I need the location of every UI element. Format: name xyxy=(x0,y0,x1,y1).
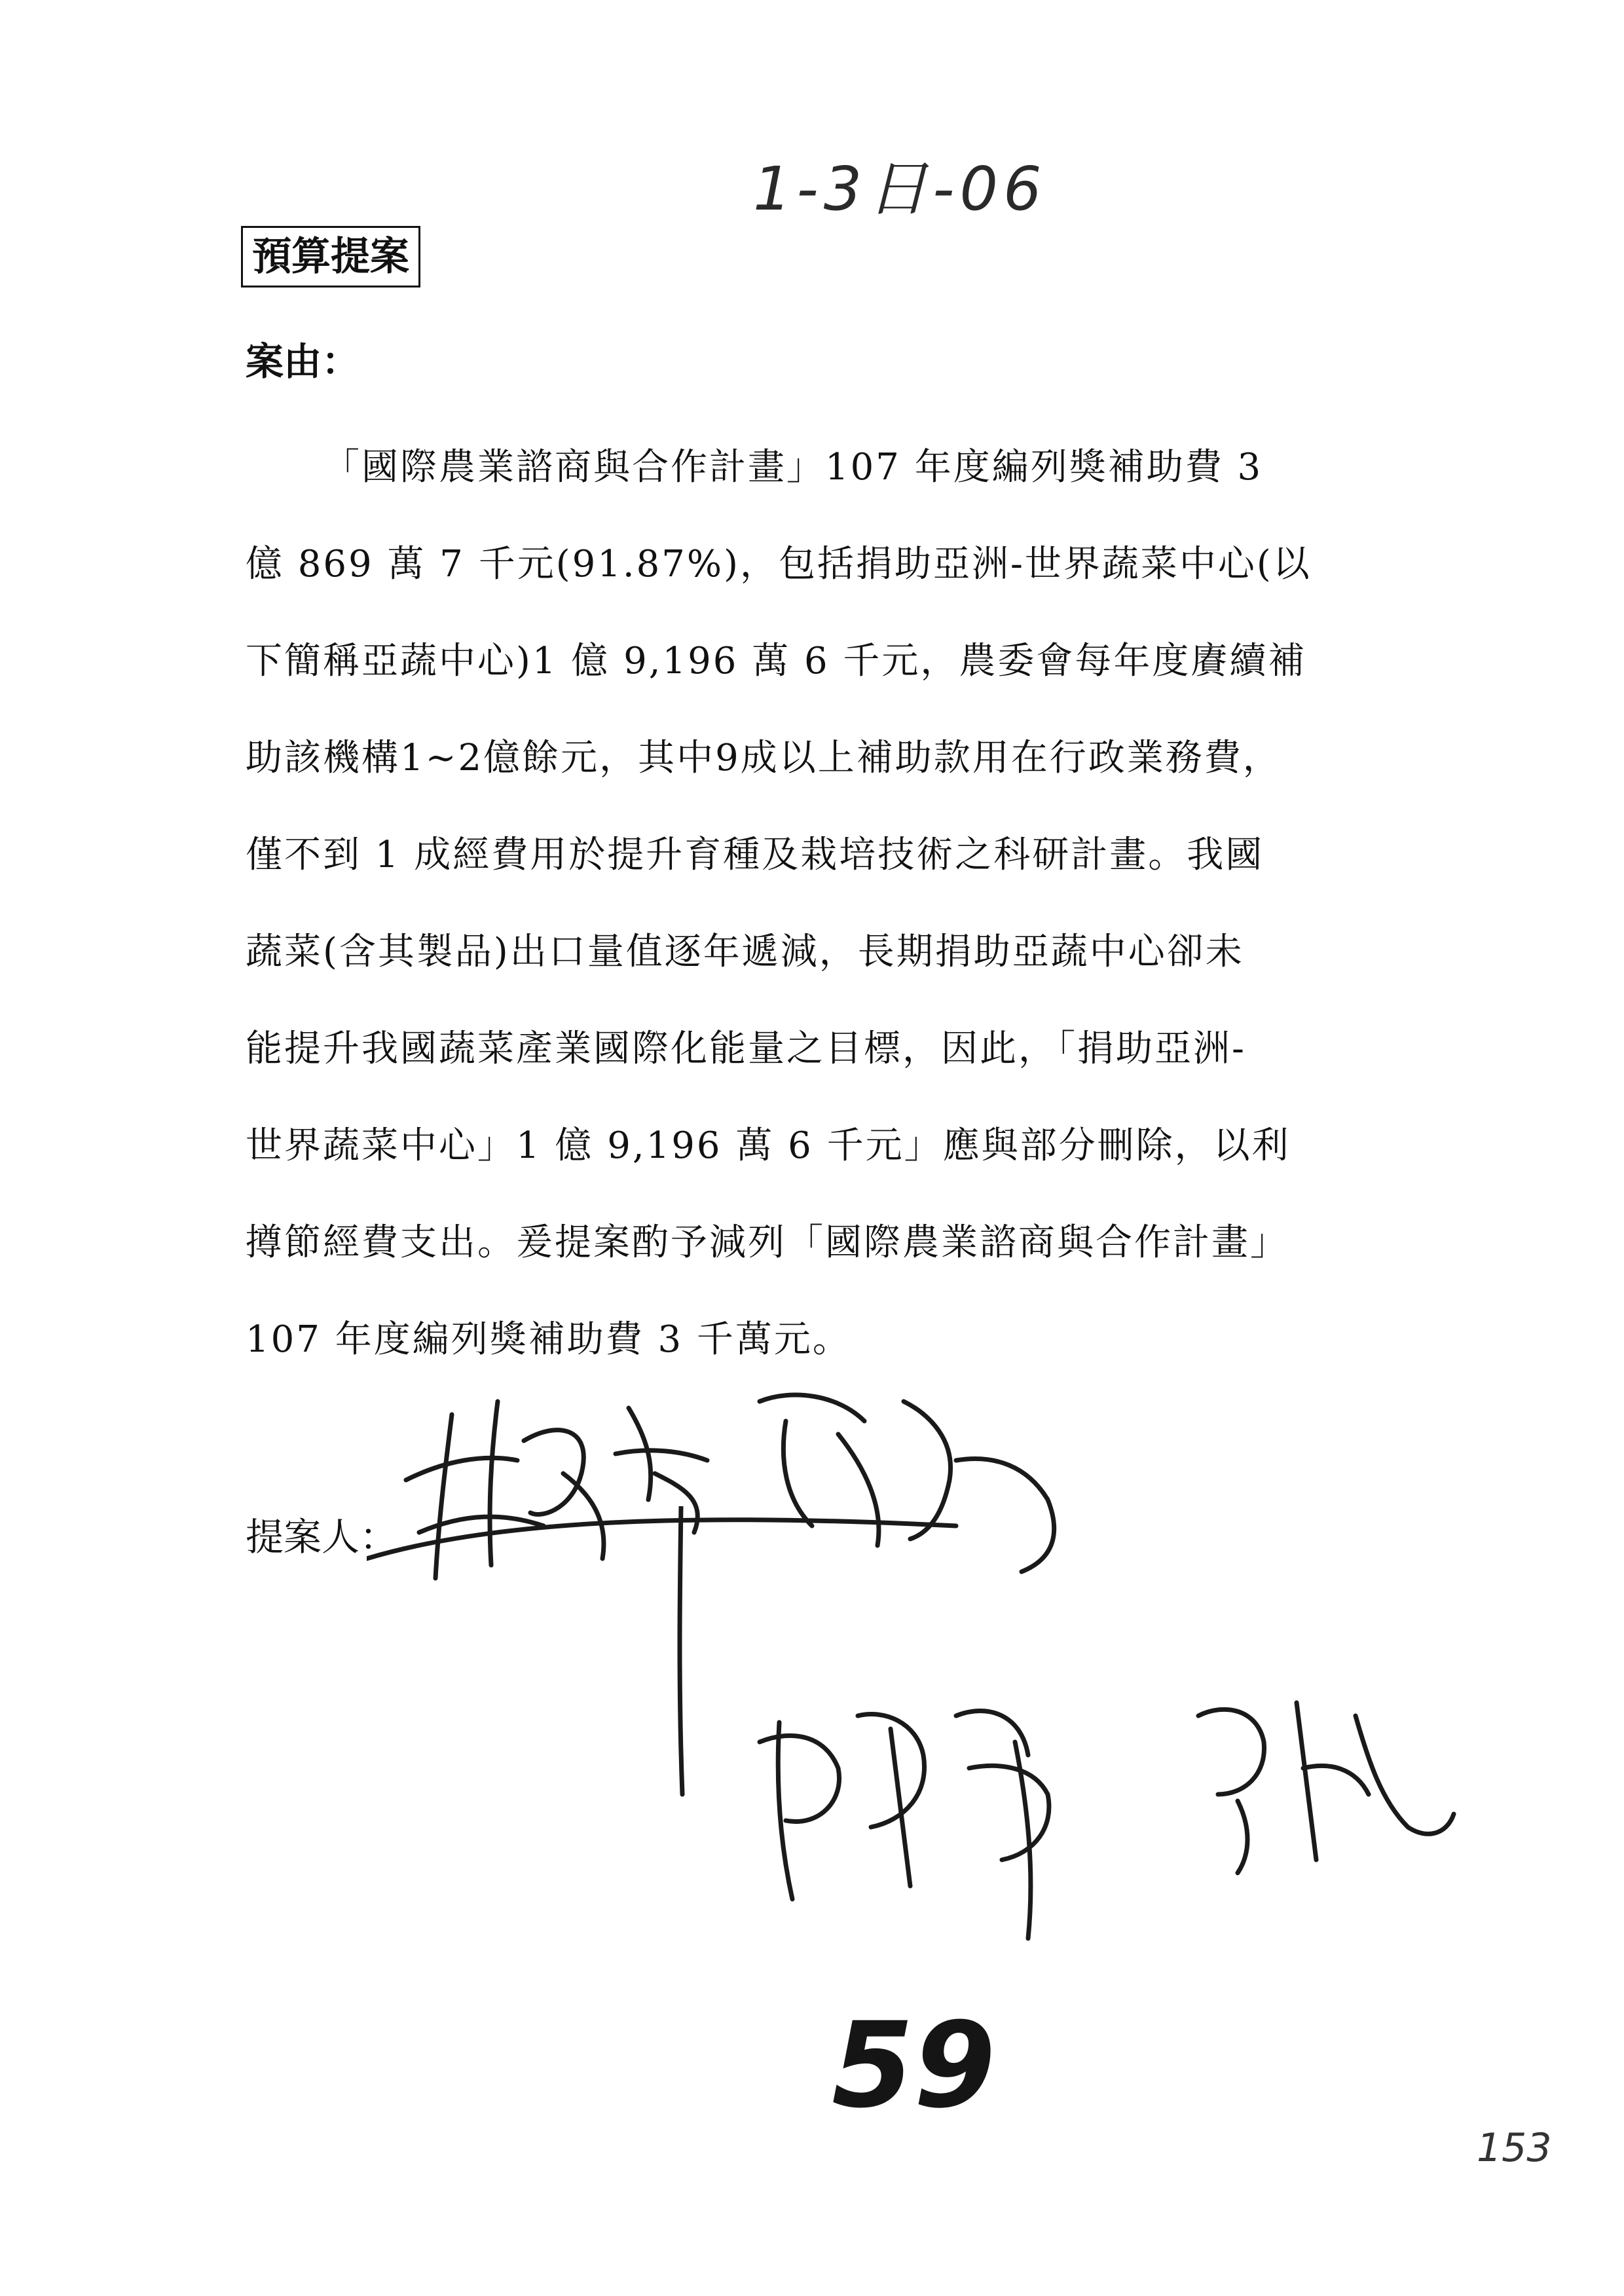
body-line: 助該機構1~2億餘元，其中9成以上補助款用在行政業務費， xyxy=(246,737,1282,779)
body-line: 能提升我國蔬菜產業國際化能量之目標，因此，「捐助亞洲- xyxy=(246,1028,1246,1070)
body-line: 「國際農業諮商與合作計畫」107 年度編列獎補助費 3 xyxy=(323,446,1263,489)
signature-vertical-stroke xyxy=(668,1506,694,1801)
body-line: 蔬菜(含其製品)出口量值逐年遞減，長期捐助亞蔬中心卻未 xyxy=(246,931,1244,973)
body-line: 撙節經費支出。爰提案酌予減列「國際農業諮商與合作計畫」 xyxy=(246,1221,1289,1264)
reason-label: 案由： xyxy=(246,339,360,384)
body-line: 世界蔬菜中心」1 億 9,196 萬 6 千元」應與部分刪除，以利 xyxy=(246,1124,1291,1167)
handwritten-document-id: 1-3日-06 xyxy=(753,154,1047,224)
body-line: 下簡稱亞蔬中心)1 億 9,196 萬 6 千元，農委會每年度賡續補 xyxy=(246,640,1307,682)
corner-page-number: 153 xyxy=(1477,2125,1552,2171)
proposer-label: 提案人： xyxy=(246,1515,398,1559)
body-line: 107 年度編列獎補助費 3 千萬元。 xyxy=(246,1318,851,1361)
body-line: 億 869 萬 7 千元(91.87%)，包括捐助亞洲-世界蔬菜中心(以 xyxy=(246,543,1312,585)
proposal-body xyxy=(246,419,1378,1388)
body-line: 僅不到 1 成經費用於提升育種及栽培技術之科研計畫。我國 xyxy=(246,834,1264,876)
handwritten-page-number: 59 xyxy=(832,1997,996,2134)
section-heading-box: 預算提案 xyxy=(241,226,420,287)
signature-group-top xyxy=(367,1362,1087,1624)
signature-group-bottom xyxy=(740,1663,1460,1965)
